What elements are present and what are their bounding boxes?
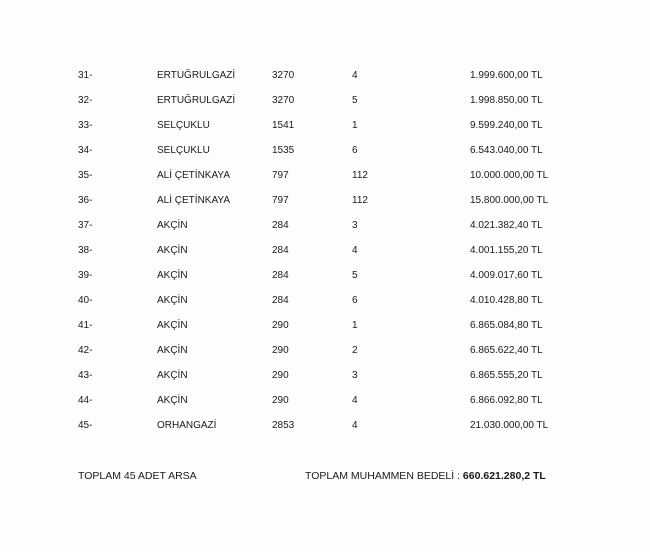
- block-number: 797: [272, 195, 289, 206]
- total-parcel-count: TOPLAM 45 ADET ARSA: [78, 470, 197, 482]
- row-number: 36-: [78, 195, 93, 206]
- neighborhood-name: ORHANGAZİ: [157, 420, 217, 431]
- list-item: [0, 116, 650, 141]
- parcel-number: 6: [352, 295, 358, 306]
- list-item: [0, 341, 650, 366]
- block-number: 1535: [272, 145, 295, 156]
- estimated-value: 4.001.155,20 TL: [470, 245, 543, 256]
- list-item: [0, 166, 650, 191]
- parcel-number: 5: [352, 270, 358, 281]
- row-number: 41-: [78, 320, 93, 331]
- parcel-number: 112: [352, 170, 368, 181]
- parcel-number: 5: [352, 95, 358, 106]
- estimated-value: 21.030.000,00 TL: [470, 420, 549, 431]
- neighborhood-name: AKÇİN: [157, 320, 188, 331]
- estimated-value: 6.866.092,80 TL: [470, 395, 543, 406]
- neighborhood-name: AKÇİN: [157, 395, 188, 406]
- total-value-label: TOPLAM MUHAMMEN BEDELİ :: [305, 470, 463, 482]
- parcel-number: 1: [352, 120, 358, 131]
- parcel-number: 4: [352, 420, 358, 431]
- estimated-value: 6.865.622,40 TL: [470, 345, 543, 356]
- block-number: 284: [272, 245, 289, 256]
- estimated-value: 9.599.240,00 TL: [470, 120, 543, 131]
- block-number: 290: [272, 395, 289, 406]
- list-item: [0, 416, 650, 441]
- estimated-value: 15.800.000,00 TL: [470, 195, 549, 206]
- neighborhood-name: AKÇİN: [157, 220, 188, 231]
- list-item: [0, 241, 650, 266]
- summary-footer: [0, 466, 650, 486]
- block-number: 290: [272, 345, 289, 356]
- block-number: 3270: [272, 70, 295, 81]
- estimated-value: 1.998.850,00 TL: [470, 95, 543, 106]
- parcel-number: 4: [352, 245, 358, 256]
- neighborhood-name: AKÇİN: [157, 270, 188, 281]
- row-number: 38-: [78, 245, 93, 256]
- list-item: [0, 191, 650, 216]
- row-number: 43-: [78, 370, 93, 381]
- row-number: 32-: [78, 95, 93, 106]
- estimated-value: 6.865.555,20 TL: [470, 370, 543, 381]
- block-number: 797: [272, 170, 289, 181]
- total-value-amount: 660.621.280,2 TL: [462, 470, 546, 482]
- estimated-value: 4.010.428,80 TL: [470, 295, 543, 306]
- row-number: 34-: [78, 145, 93, 156]
- block-number: 284: [272, 270, 289, 281]
- neighborhood-name: ALİ ÇETİNKAYA: [157, 195, 230, 206]
- list-item: [0, 366, 650, 391]
- row-number: 39-: [78, 270, 93, 281]
- neighborhood-name: ALİ ÇETİNKAYA: [157, 170, 230, 181]
- list-item: [0, 141, 650, 166]
- neighborhood-name: AKÇİN: [157, 345, 188, 356]
- neighborhood-name: ERTUĞRULGAZİ: [157, 95, 236, 106]
- block-number: 290: [272, 370, 289, 381]
- estimated-value: 10.000.000,00 TL: [470, 170, 549, 181]
- row-number: 40-: [78, 295, 93, 306]
- parcel-number: 112: [352, 195, 368, 206]
- estimated-value: 6.865.084,80 TL: [470, 320, 543, 331]
- parcel-number: 2: [352, 345, 358, 356]
- row-number: 37-: [78, 220, 93, 231]
- estimated-value: 4.021.382,40 TL: [470, 220, 543, 231]
- list-item: [0, 216, 650, 241]
- neighborhood-name: AKÇİN: [157, 245, 188, 256]
- estimated-value: 6.543.040,00 TL: [470, 145, 543, 156]
- list-item: [0, 316, 650, 341]
- estimated-value: 4.009.017,60 TL: [470, 270, 543, 281]
- row-number: 33-: [78, 120, 93, 131]
- list-item: [0, 66, 650, 91]
- row-number: 45-: [78, 420, 93, 431]
- parcel-number: 6: [352, 145, 358, 156]
- neighborhood-name: SELÇUKLU: [157, 120, 210, 131]
- estimated-value: 1.999.600,00 TL: [470, 70, 543, 81]
- block-number: 284: [272, 295, 289, 306]
- parcel-number: 4: [352, 395, 358, 406]
- parcel-number: 4: [352, 70, 358, 81]
- block-number: 3270: [272, 95, 295, 106]
- neighborhood-name: AKÇİN: [157, 295, 188, 306]
- list-item: [0, 266, 650, 291]
- list-item: [0, 391, 650, 416]
- block-number: 290: [272, 320, 289, 331]
- row-number: 42-: [78, 345, 93, 356]
- row-number: 31-: [78, 70, 93, 81]
- neighborhood-name: SELÇUKLU: [157, 145, 210, 156]
- row-number: 35-: [78, 170, 93, 181]
- row-number: 44-: [78, 395, 93, 406]
- parcel-number: 3: [352, 370, 358, 381]
- parcel-number: 3: [352, 220, 358, 231]
- list-item: [0, 291, 650, 316]
- parcel-list: [0, 66, 650, 441]
- total-estimated-value: [305, 466, 546, 486]
- block-number: 1541: [272, 120, 295, 131]
- list-item: [0, 91, 650, 116]
- block-number: 2853: [272, 420, 295, 431]
- neighborhood-name: AKÇİN: [157, 370, 188, 381]
- neighborhood-name: ERTUĞRULGAZİ: [157, 70, 236, 81]
- parcel-number: 1: [352, 320, 358, 331]
- block-number: 284: [272, 220, 289, 231]
